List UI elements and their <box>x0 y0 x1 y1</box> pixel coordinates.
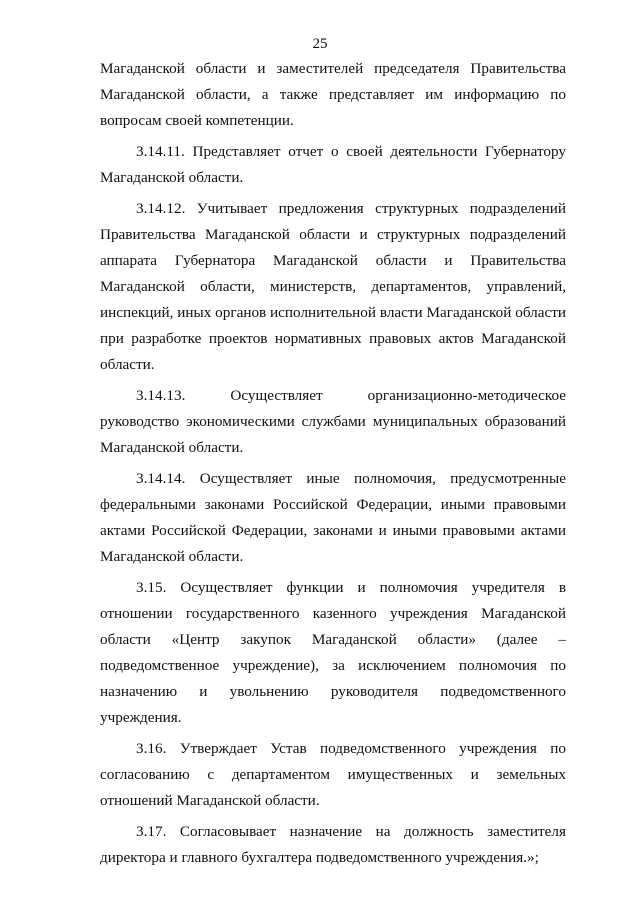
paragraph-3-17: 3.17. Согласовывает назначение на должность заместителя директора и главного бухгалтера подведомственного учреждения.»; <box>100 823 566 866</box>
paragraph-3-14-13: 3.14.13. Осуществляет организационно-методическое руководство экономическими службами муниципальных образований Магаданской области. <box>100 387 566 456</box>
paragraph-3-14-12: 3.14.12. Учитывает предложения структурных подразделений Правительства Магаданской области и структурных подразделений аппарата Губернатора Магаданской области и Правительства Магаданской области, министерств, департаментов, управлений, инспекций, иных органов исполнительной власти Магаданской области при разработке проектов нормативных правовых актов Магаданской области. <box>100 200 566 373</box>
paragraph-3-15: 3.15. Осуществляет функции и полномочия учредителя в отношении государственного казенного учреждения Магаданской области «Центр закупок Магаданской области» (далее – подведомственное учреждение), за исключением полномочия по назначению и увольнению руководителя подведомственного учреждения. <box>100 579 566 726</box>
paragraph-continuation: Магаданской области и заместителей председателя Правительства Магаданской области, а также представляет им информацию по вопросам своей компетенции. <box>100 60 566 129</box>
paragraph-3-14-14: 3.14.14. Осуществляет иные полномочия, предусмотренные федеральными законами Российской Федерации, иными правовыми актами Российской Федерации, законами и иными правовыми актами Магаданской области. <box>100 470 566 565</box>
paragraph-3-16: 3.16. Утверждает Устав подведомственного учреждения по согласованию с департаментом имущественных и земельных отношений Магаданской области. <box>100 740 566 809</box>
paragraph-3-14-11: 3.14.11. Представляет отчет о своей деятельности Губернатору Магаданской области. <box>100 143 566 186</box>
document-body <box>100 56 566 876</box>
page-number: 25 <box>312 36 328 52</box>
